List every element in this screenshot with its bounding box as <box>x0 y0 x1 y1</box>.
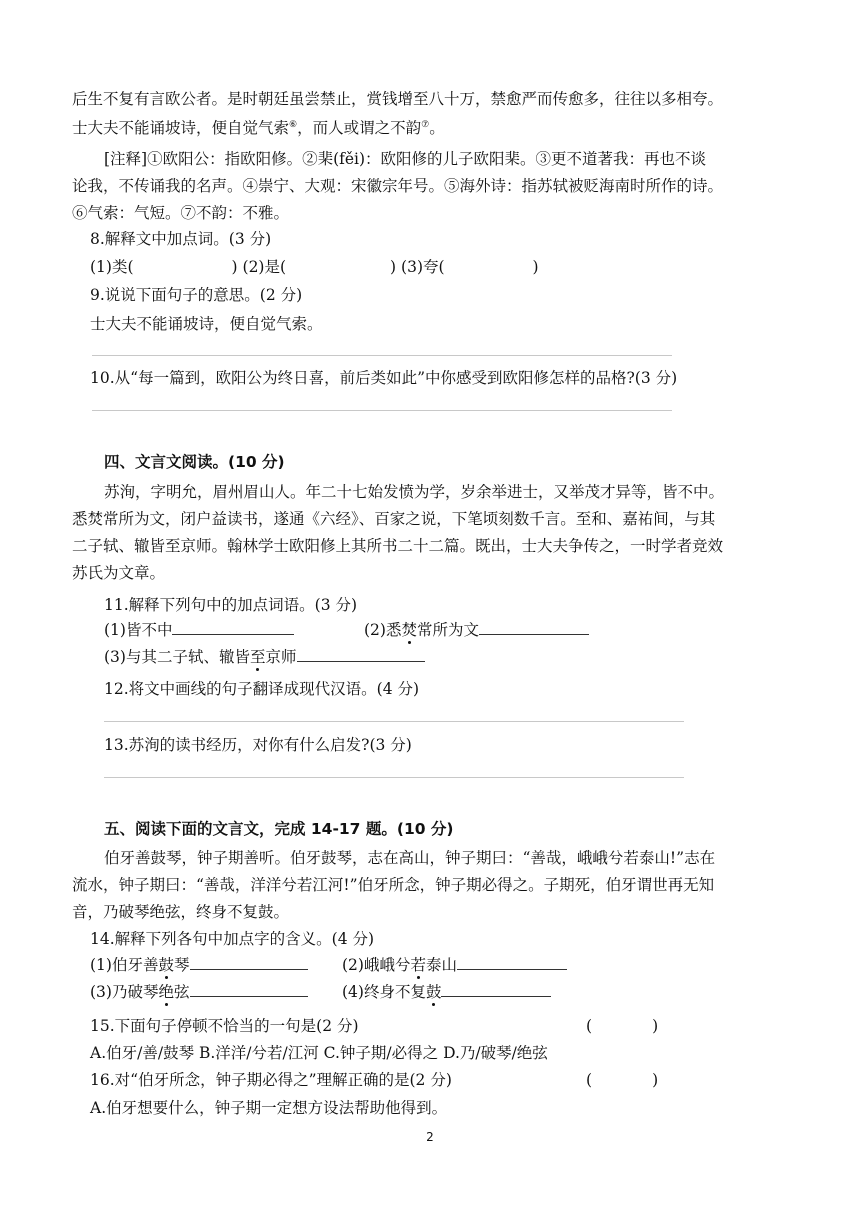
question-16-title: 16.对“伯牙所念，钟子期必得之”理解正确的是(2 分) <box>90 1071 452 1089</box>
answer-line[interactable] <box>92 355 672 356</box>
page-number: 2 <box>426 1130 434 1144</box>
passage-line: 流水，钟子期曰：“善哉，洋洋兮若江河!”伯牙所念，钟子期必得之。子期死，伯牙谓世再无知 <box>72 876 715 894</box>
answer-blank[interactable] <box>479 618 589 635</box>
question-16-option-a: A.伯牙想要什么，钟子期一定想方设法帮助他得到。 <box>90 1099 448 1117</box>
passage-line: 苏氏为文章。 <box>72 564 166 582</box>
section-5-heading: 五、阅读下面的文言文，完成 14-17 题。(10 分) <box>104 820 454 838</box>
passage-line: 悉焚常所为文，闭户益读书，遂通《六经》、百家之说，下笔顷刻数千言。至和、嘉祐间，与其 <box>72 510 716 528</box>
question-14-title: 14.解释下列各句中加点字的含义。(4 分) <box>90 930 375 948</box>
answer-blank[interactable] <box>190 953 308 970</box>
passage-line: 士大夫不能诵坡诗，便自觉气索⑥，而人或谓之不韵⑦。 <box>72 119 445 138</box>
question-11-item-3: (3)与其二子轼、辙皆至京师 <box>104 645 425 668</box>
answer-paren[interactable]: ( ) <box>586 1071 659 1089</box>
passage-line: 伯牙善鼓琴，钟子期善听。伯牙鼓琴，志在高山，钟子期曰：“善哉，峨峨兮若泰山!”志在 <box>104 849 716 867</box>
question-9-title: 9.说说下面句子的意思。(2 分) <box>90 286 303 304</box>
question-14-item-2: (2)峨峨兮若泰山 <box>342 953 567 976</box>
answer-blank[interactable] <box>172 618 294 635</box>
answer-blank[interactable] <box>457 953 567 970</box>
note-mark: ⑥ <box>289 120 298 130</box>
question-8-items: (1)类( ) (2)是( ) (3)夸( ) <box>90 258 539 276</box>
passage-line: 二子轼、辙皆至京师。翰林学士欧阳修上其所书二十二篇。既出，士大夫争传之，一时学者竞效 <box>72 537 724 555</box>
question-13-title: 13.苏洵的读书经历，对你有什么启发?(3 分) <box>104 736 412 754</box>
question-10-title: 10.从“每一篇到，欧阳公为终日喜，前后类如此”中你感受到欧阳修怎样的品格?(3 分) <box>90 369 678 387</box>
answer-line[interactable] <box>104 721 684 722</box>
passage-line: 音，乃破琴绝弦，终身不复鼓。 <box>72 903 290 921</box>
answer-blank[interactable] <box>297 645 425 662</box>
note-line: [注释]①欧阳公：指欧阳修。②棐(fěi)：欧阳修的儿子欧阳棐。③更不道著我：再也不谈 <box>104 150 707 168</box>
question-12-title: 12.将文中画线的句子翻译成现代汉语。(4 分) <box>104 680 420 698</box>
question-8-title: 8.解释文中加点词。(3 分) <box>90 230 272 248</box>
question-14-item-1: (1)伯牙善鼓琴 <box>90 953 308 976</box>
answer-blank[interactable] <box>190 980 308 997</box>
passage-line: 苏洵，字明允，眉州眉山人。年二十七始发愤为学，岁余举进士，又举茂才异等，皆不中。 <box>104 483 725 501</box>
answer-line[interactable] <box>104 777 684 778</box>
answer-blank[interactable] <box>441 980 551 997</box>
passage-line: 后生不复有言欧公者。是时朝廷虽尝禁止，赏钱增至八十万，禁愈严而传愈多，往往以多相夸。 <box>72 90 724 108</box>
section-4-heading: 四、文言文阅读。(10 分) <box>104 453 285 471</box>
question-9-sentence: 士大夫不能诵坡诗，便自觉气索。 <box>90 315 323 333</box>
question-11-item-2: (2)悉焚常所为文 <box>364 618 589 641</box>
note-mark: ⑦ <box>421 120 430 130</box>
question-11-title: 11.解释下列句中的加点词语。(3 分) <box>104 596 358 614</box>
question-15-options: A.伯牙/善/鼓琴 B.洋洋/兮若/江河 C.钟子期/必得之 D.乃/破琴/绝弦 <box>90 1044 548 1062</box>
note-line: 论我，不传诵我的名声。④崇宁、大观：宋徽宗年号。⑤海外诗：指苏轼被贬海南时所作的诗。 <box>72 177 724 195</box>
question-14-item-3: (3)乃破琴绝弦 <box>90 980 308 1003</box>
answer-paren[interactable]: ( ) <box>586 1017 659 1035</box>
question-14-item-4: (4)终身不复鼓 <box>342 980 551 1003</box>
note-line: ⑥气索：气短。⑦不韵：不雅。 <box>72 204 290 222</box>
question-15-title: 15.下面句子停顿不恰当的一句是(2 分) <box>90 1017 359 1035</box>
answer-line[interactable] <box>92 410 672 411</box>
question-11-item-1: (1)皆不中 <box>104 618 294 641</box>
